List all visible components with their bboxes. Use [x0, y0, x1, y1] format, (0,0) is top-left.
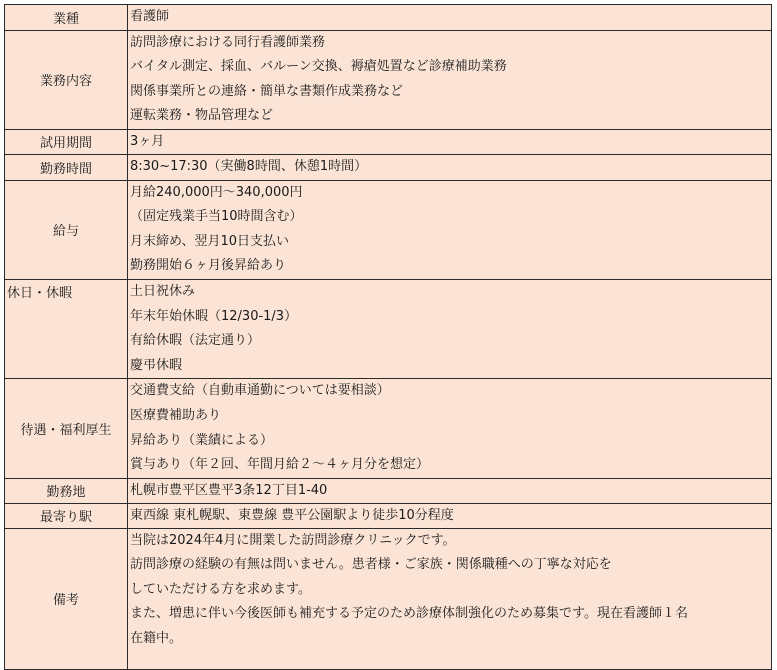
job-details-table [4, 4, 772, 670]
text-line: していただける方を求めます。 [130, 581, 311, 597]
text-line: 運転業務・物品管理など [130, 108, 274, 124]
text-line: 勤務開始６ヶ月後昇給あり [130, 258, 287, 274]
value-nearest-station [128, 503, 772, 528]
label-benefits: 待遇・福利厚生 [5, 379, 128, 478]
value-job-type [128, 5, 772, 31]
row-nearest-station [5, 503, 772, 528]
text-line: また、増患に伴い今後医師も補充する予定のため診療体制強化のため募集です。現在看護師１名 [130, 606, 688, 622]
text-line: 医療費補助あり [130, 407, 222, 423]
value-trial-period [128, 129, 772, 154]
text-line: （固定残業手当10時間含む） [130, 209, 303, 225]
text-line: 看護師 [130, 9, 170, 24]
value-work-location [128, 478, 772, 503]
value-salary [128, 180, 772, 279]
row-job-type [5, 5, 772, 31]
label-salary: 給与 [5, 180, 128, 279]
row-benefits [5, 379, 772, 478]
row-trial-period [5, 129, 772, 154]
label-holidays: 休日・休暇 [5, 279, 128, 378]
text-line: 慶弔休暇 [130, 357, 183, 373]
row-remarks [5, 528, 772, 669]
label-nearest-station: 最寄り駅 [5, 503, 128, 528]
text-line: 在籍中。 [130, 631, 183, 647]
text-line: 月末締め、翌月10日支払い [130, 233, 290, 249]
text-line: 昇給あり（業績による） [130, 432, 274, 448]
text-line: 8:30~17:30（実働8時間、休憩1時間） [130, 158, 368, 174]
text-line: 3ヶ月 [130, 133, 165, 149]
value-benefits [128, 379, 772, 478]
text-line: 賞与あり（年２回、年間月給２～４ヶ月分を想定） [130, 457, 430, 473]
text-line: 東西線 東札幌駅、東豊線 豊平公園駅より徒歩10分程度 [130, 507, 454, 523]
label-job-description: 業務内容 [5, 30, 128, 129]
text-line: 土日祝休み [130, 283, 196, 299]
text-line: 札幌市豊平区豊平3条12丁目1-40 [130, 482, 328, 498]
row-working-hours [5, 154, 772, 180]
value-working-hours [128, 154, 772, 180]
text-line: 年末年始休暇（12/30-1/3） [130, 308, 298, 324]
text-line: 訪問診療における同行看護師業務 [130, 34, 326, 50]
text-line: バイタル測定、採血、バルーン交換、褥瘡処置など診療補助業務 [130, 59, 507, 75]
row-job-description [5, 30, 772, 129]
row-salary [5, 180, 772, 279]
label-work-location: 勤務地 [5, 478, 128, 503]
row-work-location [5, 478, 772, 503]
text-line: 訪問診療の経験の有無は問いません。患者様・ご家族・関係職種への丁寧な対応を [130, 557, 612, 573]
value-holidays [128, 279, 772, 378]
text-line: 関係事業所との連絡・簡単な書類作成業務など [130, 83, 404, 99]
label-remarks: 備考 [5, 528, 128, 669]
label-job-type: 業種 [5, 5, 128, 31]
value-remarks [128, 528, 772, 669]
text-line: 交通費支給（自動車通勤については要相談） [130, 383, 390, 399]
row-holidays [5, 279, 772, 378]
text-line: 有給休暇（法定通り） [130, 333, 261, 349]
label-trial-period: 試用期間 [5, 129, 128, 154]
text-line: 月給240,000円～340,000円 [130, 184, 303, 200]
value-job-description [128, 30, 772, 129]
text-line: 当院は2024年4月に開業した訪問診療クリニックです。 [130, 532, 456, 548]
label-working-hours: 勤務時間 [5, 154, 128, 180]
